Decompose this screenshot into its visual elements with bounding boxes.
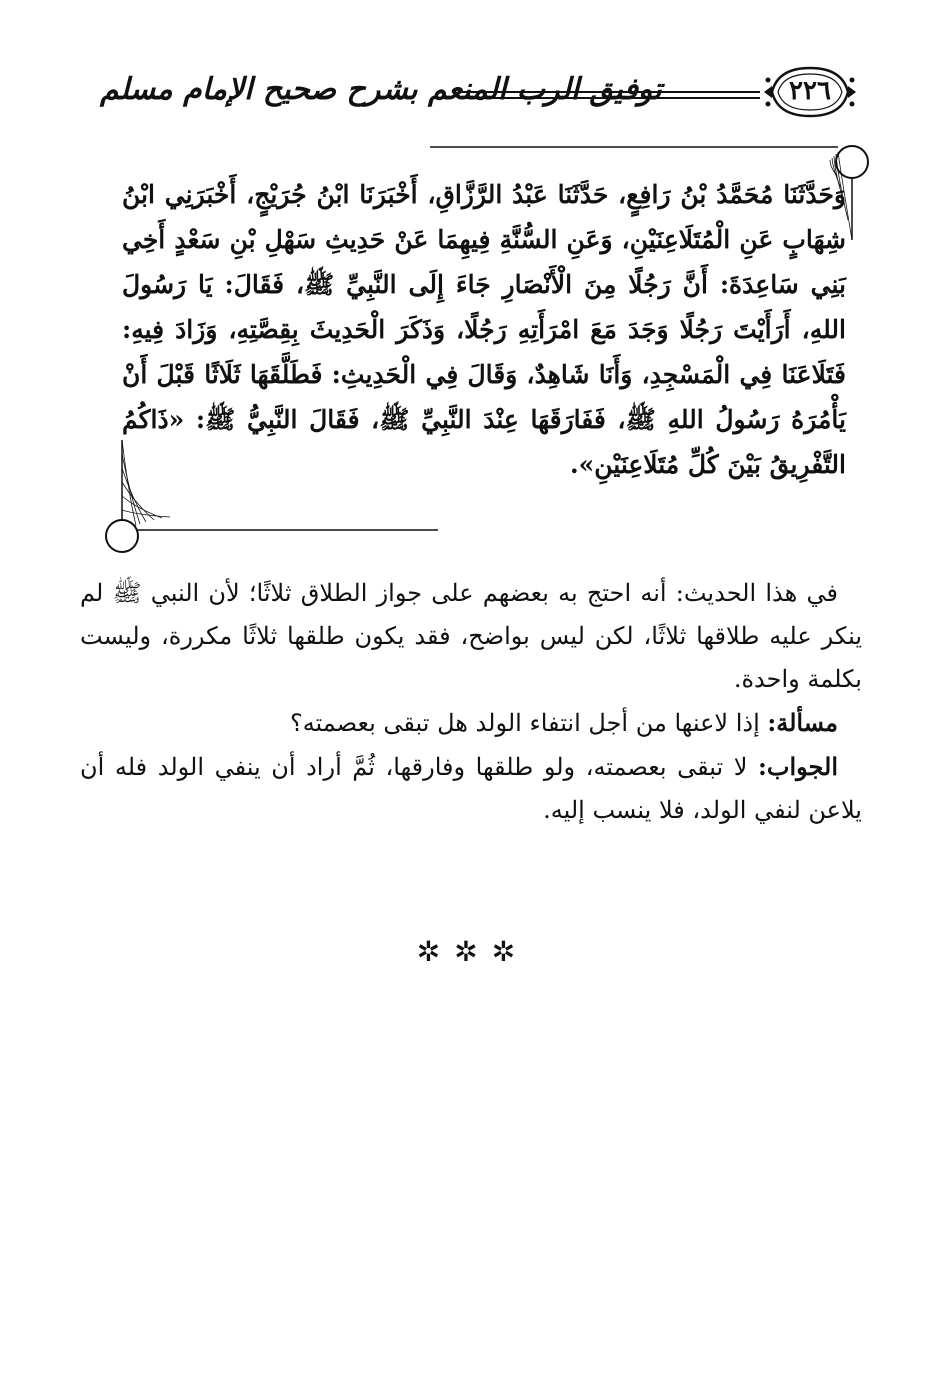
question-label: مسألة: <box>767 708 838 737</box>
answer <box>80 745 862 832</box>
header-rule-bottom <box>460 97 760 99</box>
commentary-paragraph: في هذا الحديث: أنه احتج به بعضهم على جواز الطلاق ثلاثًا؛ لأن النبي ﷺ لم ينكر عليه طلاقها ثلاثًا، لكن ليس بواضح، فقد يكون طلقها ثلاثًا مكررة، وليست بكلمة واحدة. <box>80 579 862 693</box>
answer-text: لا تبقى بعصمته، ولو طلقها وفارقها، ثُمَّ أراد أن ينفي الولد فله أن يلاعن لنفي الولد، فلا ينسب إليه. <box>80 753 862 824</box>
book-title: توفيق الرب المنعم بشرح صحيح الإمام مسلم <box>100 72 662 107</box>
page-number: ٢٢٦ <box>789 76 831 106</box>
question <box>80 701 862 745</box>
page-number-badge <box>762 62 858 122</box>
header-rule-top <box>460 91 760 93</box>
page-header <box>70 60 870 130</box>
commentary <box>80 572 862 832</box>
section-divider-ornament: ✲✲✲ <box>416 935 530 968</box>
answer-label: الجواب: <box>758 752 838 781</box>
hadith-text: وَحَدَّثَنَا مُحَمَّدُ بْنُ رَافِعٍ، حَدَّثَنَا عَبْدُ الرَّزَّاقِ، أَخْبَرَنَا ابْنُ جُرَيْجٍ، أَخْبَرَنِي ابْنُ شِهَابٍ عَنِ الْمُتَلَاعِنَيْنِ، وَعَنِ السُّنَّةِ فِيهِمَا عَنْ حَدِيثِ سَهْلِ بْنِ سَعْدٍ أَخِي بَنِي سَاعِدَةَ: أَنَّ رَجُلًا مِنَ الْأَنْصَارِ جَاءَ إِلَى النَّبِيِّ ﷺ، فَقَالَ: يَا رَسُولَ اللهِ، أَرَأَيْتَ رَجُلًا وَجَدَ مَعَ امْرَأَتِهِ رَجُلًا، وَذَكَرَ الْحَدِيثَ بِقِصَّتِهِ، وَزَادَ فِيهِ: فَتَلَاعَنَا فِي الْمَسْجِدِ، وَأَنَا شَاهِدٌ، وَقَالَ فِي الْحَدِيثِ: فَطَلَّقَهَا ثَلَاثًا قَبْلَ أَنْ يَأْمُرَهُ رَسُولُ اللهِ ﷺ، فَفَارَقَهَا عِنْدَ النَّبِيِّ ﷺ، فَقَالَ النَّبِيُّ ﷺ: «ذَاكُمُ التَّفْرِيقُ بَيْنَ كُلِّ مُتَلَاعِنَيْنِ». <box>122 180 846 479</box>
question-text: إذا لاعنها من أجل انتفاء الولد هل تبقى بعصمته؟ <box>289 709 768 737</box>
